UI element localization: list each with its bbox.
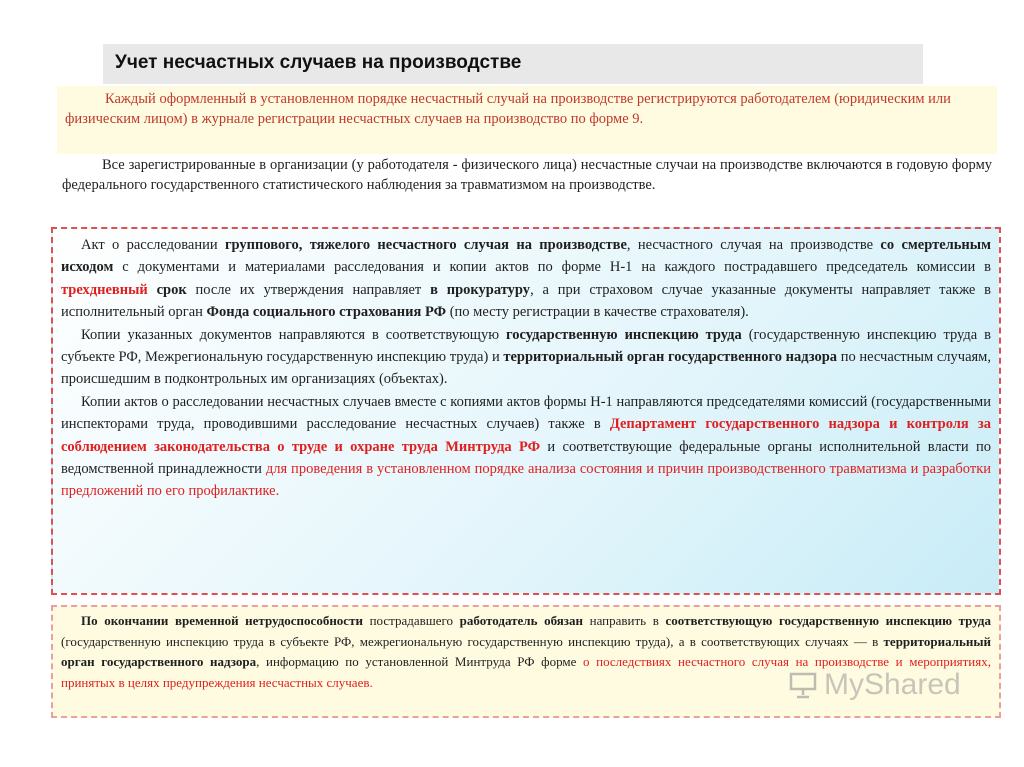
- presentation-icon: [788, 670, 818, 700]
- registration-box: [57, 86, 997, 154]
- investigation-paragraph-2: Копии указанных документов направляются в соответствующую государственную инспекцию труда (государственную инспекцию труда в субъекте РФ, Межрегиональную государственную инспекцию труда) и территориальный орган государственного надзора по несчастным случаям, происшедшим в подконтрольных им организациях (объектах).: [61, 326, 991, 388]
- investigation-paragraph-1: Акт о расследовании группового, тяжелого несчастного случая на производстве, несчастного случая на производстве со смертельным исходом с документами и материалами расследования и копии актов по форме Н-1 на каждого пострадавшего председатель комиссии в трехдневный срок после их утверждения направляет в прокуратуру, а при страховом случае указанные документы направляет также в исполнительный орган Фонда социального страхования РФ (по месту регистрации в качестве страхователя).: [61, 237, 992, 321]
- title-bar: [103, 44, 923, 84]
- watermark-text: MyShared: [824, 668, 961, 701]
- statistics-paragraph: [62, 155, 992, 195]
- statistics-text: Все зарегистрированные в организации (у работодателя - физического лица) несчастные случаи на производстве включаются в годовую форму федерального государственного статистического наблюдения за травматизмом на производстве.: [62, 157, 992, 193]
- disability-end-box: По окончании временной нетрудоспособности пострадавшего работодатель обязан направить в соответствующую государственную инспекцию труда (государственную инспекцию труда в субъекте РФ, межрегиональную государственную инспекцию труда), а в соответствующих случаях — в территориальный орган государственного надзора, информацию по установленной Минтруда РФ форме о последствиях несчастного случая на производстве и мероприятиях, принятых в целях предупреждения несчастных случаев.: [51, 605, 1001, 718]
- registration-text: Каждый оформленный в установленном порядке несчастный случай на производстве регистрируются работодателем (юридическим или физическим лицом) в журнале регистрации несчастных случаев на производство по форме 9.: [65, 91, 951, 127]
- investigation-paragraph-3: Копии актов о расследовании несчастных случаев вместе с копиями актов формы Н-1 направляются председателями комиссий (государственными инспекторами труда, проводившими расследование несчастных случаев) также в Департамент государственного надзора и контроля за соблюдением законодательства о труде и охране труда Минтруда РФ и соответствующие федеральные органы исполнительной власти по ведомственной принадлежности для проведения в установленном порядке анализа состояния и причин производственного травматизма и разработки предложений по его профилактике.: [61, 393, 992, 500]
- investigation-box: [51, 227, 1001, 595]
- page-title: Учет несчастных случаев на производстве: [115, 52, 522, 73]
- watermark: [788, 664, 988, 708]
